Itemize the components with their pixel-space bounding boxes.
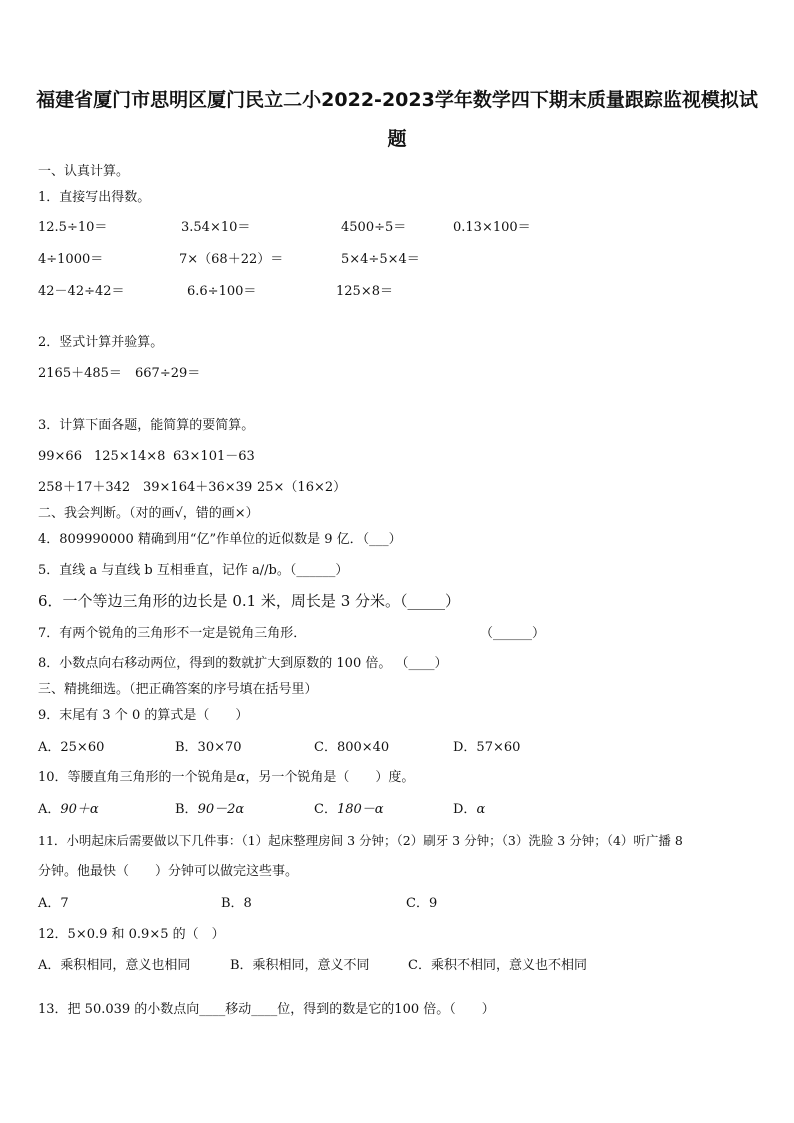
q10-option-c-math: 180－α <box>336 802 384 817</box>
q2-item: 667÷29＝ <box>135 366 201 381</box>
q2-item: 2165＋485＝ <box>38 366 122 381</box>
exam-title-line1: 福建省厦门市思明区厦门民立二小2022-2023学年数学四下期末质量跟踪监视模拟试 <box>36 89 758 111</box>
q10-option-d-math: α <box>476 802 486 817</box>
q9-option-c: C．800×40 <box>314 740 390 755</box>
q3-item: 258＋17＋342 <box>38 480 131 495</box>
q11-option-b: B．8 <box>221 896 252 911</box>
q10-option-b-math: 90－2α <box>197 802 245 817</box>
question-10 <box>38 769 414 786</box>
question-11-line1: 11．小明起床后需要做以下几件事：（1）起床整理房间 3 分钟；（2）刷牙 3 分钟；（3）洗脸 3 分钟；（4）听广播 8 <box>38 833 683 848</box>
question-7-answer-blank: （______） <box>480 626 546 641</box>
q10-option-a: A．90＋α <box>38 802 99 817</box>
q2-label: 2．竖式计算并验算。 <box>38 335 164 350</box>
q3-label: 3．计算下面各题，能简算的要简算。 <box>38 418 255 433</box>
q1-label: 1．直接写出得数。 <box>38 190 151 205</box>
question-13: 13．把 50.039 的小数点向____移动____位，得到的数是它的100 倍。（ ） <box>38 1002 495 1017</box>
q12-option-a: A．乘积相同，意义也相同 <box>38 958 191 973</box>
q3-item: 25×（16×2） <box>257 480 347 495</box>
q11-option-c: C．9 <box>406 896 438 911</box>
question-12: 12．5×0.9 和 0.9×5 的（ ） <box>38 927 225 942</box>
q1-item: 4÷1000＝ <box>38 252 104 267</box>
q10-option-c: C．180－α <box>314 802 384 817</box>
q9-option-a: A．25×60 <box>38 740 105 755</box>
q12-option-c: C．乘积不相同，意义也不相同 <box>408 958 587 973</box>
question-9: 9．末尾有 3 个 0 的算式是（ ） <box>38 708 249 723</box>
question-5: 5．直线 a 与直线 b 互相垂直，记作 a//b。（______） <box>38 563 349 578</box>
q10-option-a-math: 90＋α <box>60 802 99 817</box>
q1-item: 125×8＝ <box>336 284 393 299</box>
section-2-heading: 二、我会判断。（对的画√，错的画×） <box>38 506 259 521</box>
question-8: 8．小数点向右移动两位，得到的数就扩大到原数的 100 倍。 （____） <box>38 656 448 671</box>
section-3-heading: 三、精挑细选。（把正确答案的序号填在括号里） <box>38 682 318 697</box>
section-1-heading: 一、认真计算。 <box>38 164 130 179</box>
question-11-line2: 分钟。他最快（ ）分钟可以做完这些事。 <box>38 864 299 879</box>
q11-option-a: A．7 <box>38 896 69 911</box>
q10-stem-b: ，另一个锐角是（ ）度。 <box>245 770 415 785</box>
q1-item: 42－42÷42＝ <box>38 284 125 299</box>
q10-option-d: D．α <box>453 802 486 817</box>
q1-item: 3.54×10＝ <box>181 220 251 235</box>
question-7: 7．有两个锐角的三角形不一定是锐角三角形． <box>38 626 307 641</box>
q1-item: 5×4÷5×4＝ <box>341 252 420 267</box>
q3-item: 125×14×8 <box>94 449 166 464</box>
q10-stem-a: 10．等腰直角三角形的一个锐角是 <box>38 770 237 785</box>
q10-option-b: B．90－2α <box>175 802 245 817</box>
q9-option-b: B．30×70 <box>175 740 242 755</box>
q10-alpha: α <box>236 770 246 785</box>
q1-item: 12.5÷10＝ <box>38 220 108 235</box>
q3-item: 39×164＋36×39 <box>143 480 253 495</box>
q3-item: 99×66 <box>38 449 82 464</box>
q3-item: 63×101－63 <box>173 449 255 464</box>
q1-item: 4500÷5＝ <box>341 220 407 235</box>
question-6: 6．一个等边三角形的边长是 0.1 米，周长是 3 分米。（_____） <box>38 592 461 610</box>
q1-item: 0.13×100＝ <box>453 220 531 235</box>
q9-option-d: D．57×60 <box>453 740 521 755</box>
q1-item: 7×（68＋22）＝ <box>179 252 284 267</box>
q1-item: 6.6÷100＝ <box>187 284 257 299</box>
exam-title-line2: 题 <box>387 128 407 150</box>
q12-option-b: B．乘积相同，意义不同 <box>230 958 370 973</box>
question-4: 4．809990000 精确到用“亿”作单位的近似数是 9 亿．（___） <box>38 532 402 547</box>
